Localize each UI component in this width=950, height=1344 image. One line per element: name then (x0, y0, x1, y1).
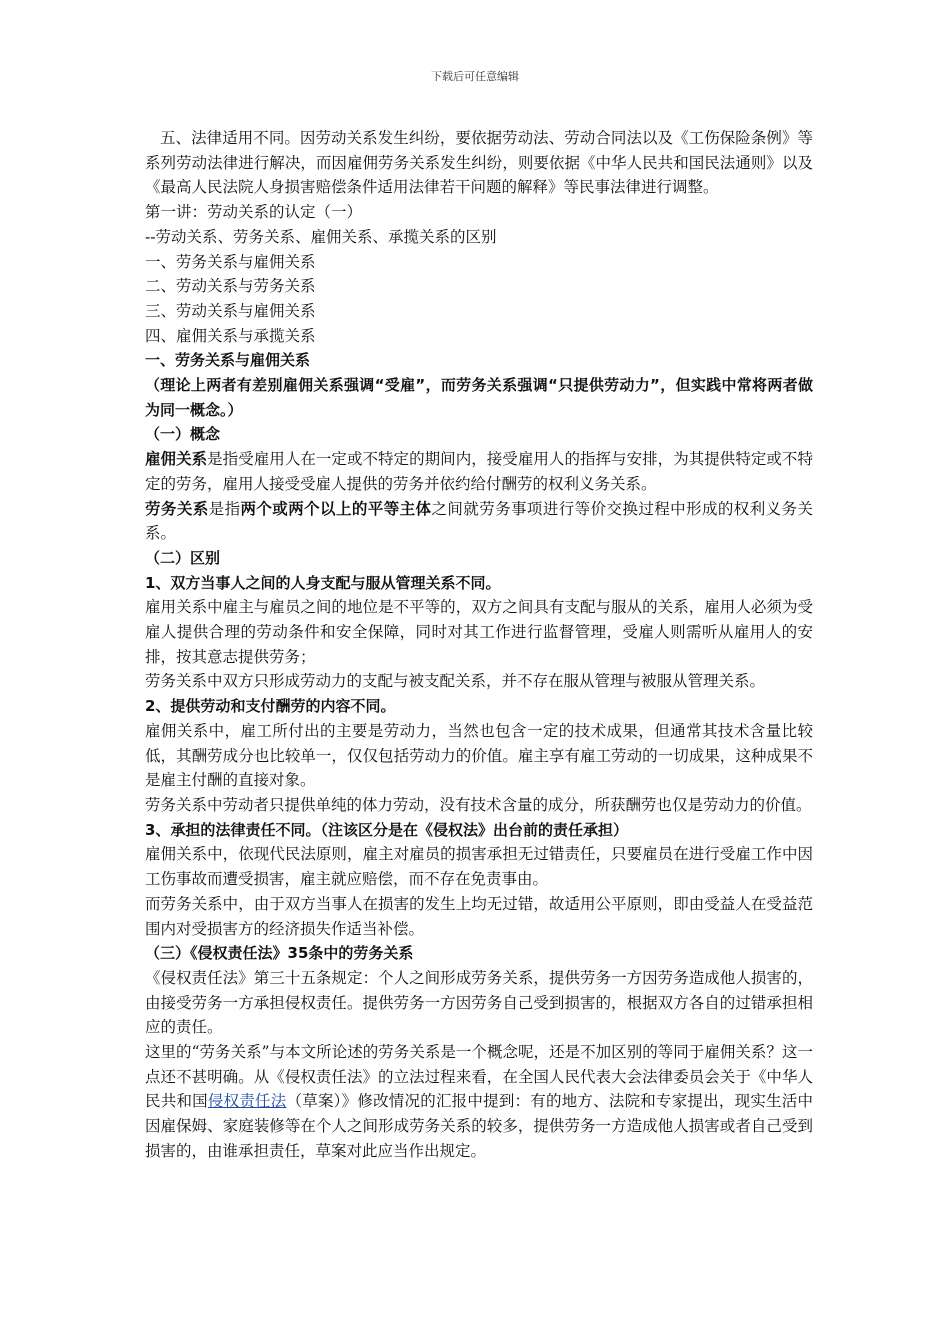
paragraph-tort-law-article: 《侵权责任法》第三十五条规定：个人之间形成劳务关系，提供劳务一方因劳务造成他人损害的，由接受劳务一方承担侵权责任。提供劳务一方因劳务自己受到损害的，根据双方各自的过错承担相应的责任。 (145, 968, 813, 1037)
definition-labor-service: 之间就劳务事项进行等价交换过程中形成的权利义务关系。 (145, 499, 813, 543)
definition-employment: 是指受雇用人在一定或不特定的期间内，接受雇用人的指挥与安排，为其提供特定或不特定的劳务，雇用人接受受雇人提供的劳务并依约给付酬劳的权利义务关系。 (145, 450, 813, 493)
outline-item-2: 二、劳动关系与劳务关系 (145, 277, 316, 296)
subsection-heading-concept: （一）概念 (145, 425, 221, 444)
subsection-heading-tort-law: （三）《侵权责任法》35条中的劳务关系 (145, 944, 414, 963)
discussion-text-start: 这里的“劳务关系”与本文所论述的劳务关系是一个概念呢，还是不加区别的等同于雇佣关系？这一点还不甚明确。从《侵权责任法》的立法过程来看，在全国人民代表大会法律委员会关于《中华人民共和国 (145, 1043, 813, 1111)
lecture-title: 第一讲：劳动关系的认定（一） (145, 203, 363, 222)
paragraph-labor-service-definition (145, 497, 813, 546)
subsection-heading-difference: （二）区别 (145, 548, 221, 567)
section-note: （理论上两者有差别雇佣关系强调“受雇”，而劳务关系强调“只提供劳动力”，但实践中常将两者做为同一概念。） (145, 376, 813, 419)
section-heading-1: 一、劳务关系与雇佣关系 (145, 351, 311, 370)
lecture-subtitle: --劳动关系、劳务关系、雇佣关系、承揽关系的区别 (145, 227, 497, 246)
paragraph-difference-3a: 雇佣关系中，依现代民法原则，雇主对雇员的损害承担无过错责任，只要雇员在进行受雇工作中因工伤事故而遭受损害，雇主就应赔偿，而不存在免责事由。 (145, 845, 813, 889)
difference-heading-2: 2、提供劳动和支付酬劳的内容不同。 (145, 697, 396, 716)
term-employment: 雇佣关系 (145, 450, 208, 469)
paragraph-difference-2a: 雇佣关系中，雇工所付出的主要是劳动力，当然也包含一定的技术成果，但通常其技术含量比较低，其酬劳成分也比较单一，仅仅包括劳动力的价值。雇主享有雇工劳动的一切成果，这种成果不是雇主付酬的直接对象。 (145, 721, 813, 790)
tort-law-link[interactable]: 侵权责任法 (207, 1092, 287, 1111)
discussion-text-end: （草案）》修改情况的汇报中提到：有的地方、法院和专家提出，现实生活中因雇保姆、家庭装修等在个人之间形成劳务关系的较多，提供劳务一方造成他人损害或者自己受到损害的，由谁承担责任，草案对此应当作出规定。 (145, 1092, 813, 1160)
outline-item-3: 三、劳动关系与雇佣关系 (145, 301, 316, 320)
definition-prefix: 是指 (208, 499, 241, 518)
paragraph-difference-1a: 雇用关系中雇主与雇员之间的地位是不平等的，双方之间具有支配与服从的关系，雇用人必须为受雇人提供合理的劳动条件和安全保障，同时对其工作进行监督管理，受雇人则需听从雇用人的安排，按其意志提供劳务； (145, 598, 813, 666)
paragraph-difference-1b: 劳务关系中双方只形成劳动力的支配与被支配关系，并不存在服从管理与被服从管理关系。 (145, 672, 766, 691)
paragraph-difference-3b: 而劳务关系中，由于双方当事人在损害的发生上均无过错，故适用公平原则，即由受益人在受益范围内对受损害方的经济损失作适当补偿。 (145, 894, 813, 938)
term-equal-parties: 两个或两个以上的平等主体 (240, 499, 432, 518)
difference-heading-3: 3、承担的法律责任不同。（注该区分是在《侵权法》出台前的责任承担） (145, 820, 628, 839)
paragraph-law-application: 五、法律适用不同。因劳动关系发生纠纷，要依据劳动法、劳动合同法以及《工伤保险条例》等系列劳动法律进行解决，而因雇佣劳务关系发生纠纷，则要依据《中华人民共和国民法通则》以及《最高人民法院人身损害赔偿条件适用法律若干问题的解释》等民事法律进行调整。 (145, 129, 813, 197)
paragraph-difference-2b: 劳务关系中劳动者只提供单纯的体力劳动，没有技术含量的成分，所获酬劳也仅是劳动力的价值。 (145, 795, 812, 814)
outline-item-1: 一、劳务关系与雇佣关系 (145, 252, 316, 271)
outline-item-4: 四、雇佣关系与承揽关系 (145, 326, 316, 345)
paragraph-tort-law-discussion (145, 1040, 813, 1164)
term-labor-service: 劳务关系 (145, 499, 209, 518)
page-header: 下载后可任意编辑 (431, 70, 519, 83)
document-body (145, 126, 813, 1164)
difference-heading-1: 1、双方当事人之间的人身支配与服从管理关系不同。 (145, 573, 501, 592)
paragraph-employment-definition (145, 447, 813, 496)
